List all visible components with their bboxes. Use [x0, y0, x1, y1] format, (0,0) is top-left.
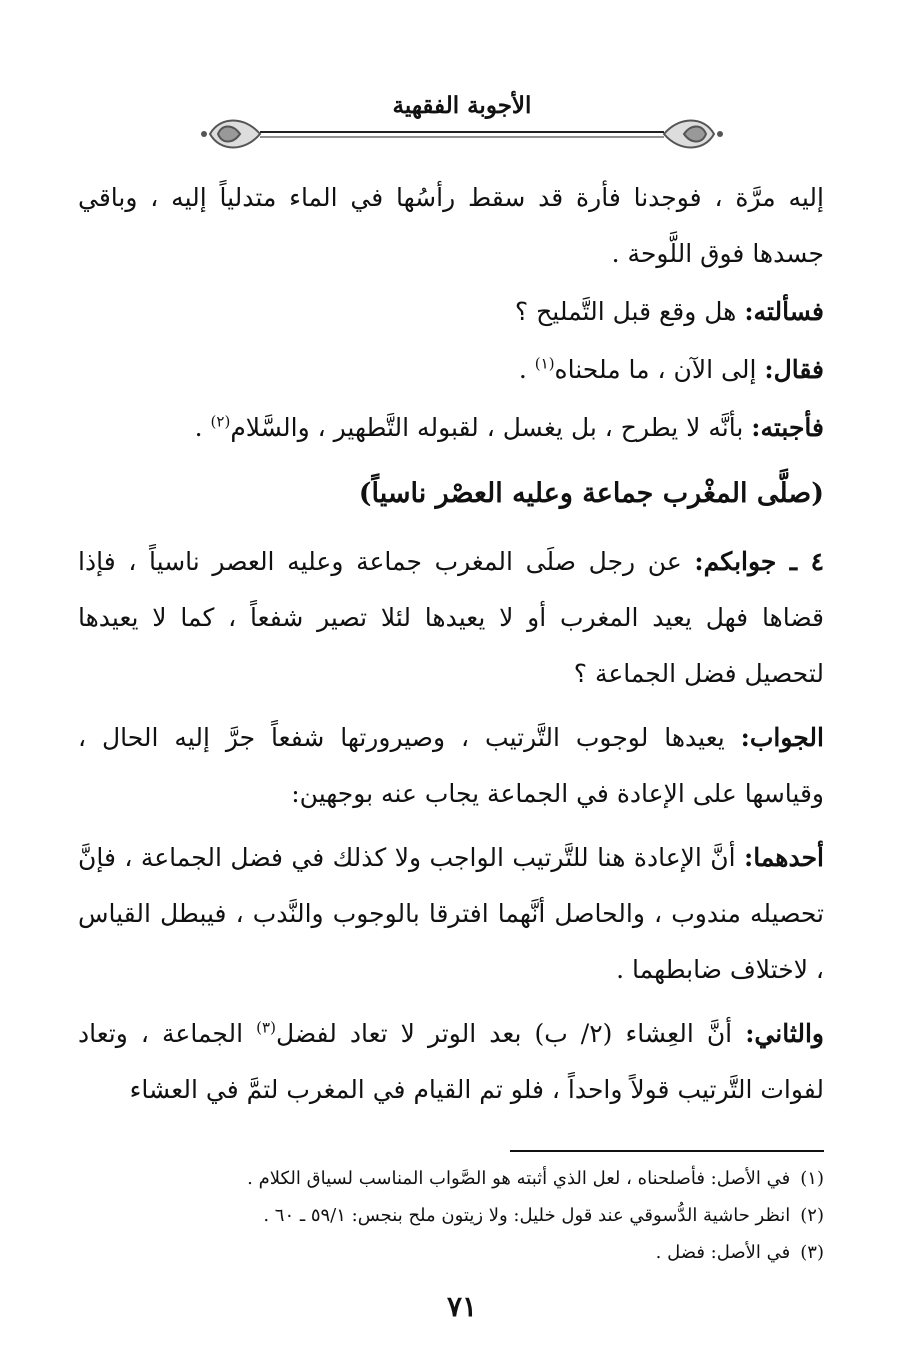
said-lead: فقال: [764, 355, 824, 384]
footnote-2 [78, 1197, 824, 1234]
q4-lead: ٤ ـ جوابكم: [694, 547, 824, 576]
paragraph-said [78, 342, 824, 398]
first-text: أنَّ الإعادة هنا للتَّرتيب الواجب ولا كذلك في فضل الجماعة ، فإنَّ تحصيله مندوب ، والحاصل أنَّهما افترقا بالوجوب والنَّدب ، فيبطل القياس ، لاختلاف ضابطهما . [78, 843, 824, 984]
paragraph-q4 [78, 534, 824, 702]
second-text-b: الجماعة ، وتعاد لفوات التَّرتيب قولاً واحداً ، فلو تم القيام في المغرب لتمَّ في العشاء [78, 1019, 824, 1104]
footnote-text: في الأصل: فضل . [655, 1242, 791, 1263]
answered-lead: فأجبته: [751, 413, 824, 442]
question-text: هل وقع قبل التَّمليح ؟ [514, 297, 745, 326]
footnote-ref-2: (٢) [210, 412, 231, 431]
header-ornament-icon [200, 112, 724, 152]
answered-end: . [194, 413, 211, 442]
paragraph-answer [78, 710, 824, 822]
paragraph-second [78, 1006, 824, 1118]
footnote-1 [78, 1160, 824, 1197]
footnote-ref-1: (١) [534, 354, 555, 373]
answer-lead: الجواب: [740, 723, 824, 752]
answered-text: بأنَّه لا يطرح ، بل يغسل ، لقبوله التَّطهير ، والسَّلام [230, 413, 752, 442]
q4-text: عن رجل صلَى المغرب جماعة وعليه العصر ناسياً ، فإذا قضاها فهل يعيد المغرب أو لا يعيدها لئلا تصير شفعاً ، كما لا يعيدها لتحصيل فضل الجماعة ؟ [78, 547, 824, 688]
footnote-number: (٢) [800, 1205, 824, 1226]
answer-text: يعيدها لوجوب التَّرتيب ، وصيرورتها شفعاً جرَّ إليه الحال ، وقياسها على الإعادة في الجماعة يجاب عنه بوجهين: [78, 723, 824, 808]
page-number: ٧١ [446, 1290, 478, 1323]
paragraph-answered [78, 400, 824, 456]
footnote-number: (١) [800, 1168, 824, 1189]
paragraph-first [78, 830, 824, 998]
paragraph-question [78, 284, 824, 340]
footnote-text: في الأصل: فأصلحناه ، لعل الذي أثبته هو الصَّواب المناسب لسياق الكلام . [247, 1168, 791, 1189]
paragraph-1: إليه مرَّة ، فوجدنا فأرة قد سقط رأسُها في الماء متدلياً إليه ، وباقي جسدها فوق اللَّوحة . [78, 183, 824, 268]
footnote-3 [78, 1234, 824, 1271]
question-lead: فسألته: [744, 297, 824, 326]
footnote-divider [510, 1150, 824, 1152]
first-lead: أحدهما: [743, 843, 824, 872]
main-text [78, 170, 824, 1126]
second-text-a: أنَّ العِشاء (٢/ ب) بعد الوتر لا تعاد لفضل [275, 1019, 746, 1048]
second-lead: والثاني: [745, 1019, 825, 1048]
footnote-text: انظر حاشية الدُّسوقي عند قول خليل: ولا زيتون ملح بنجس: ٥٩/١ ـ ٦٠ . [263, 1205, 791, 1226]
footnote-number: (٣) [800, 1242, 824, 1263]
said-end: . [518, 355, 535, 384]
footnote-ref-3: (٣) [256, 1018, 276, 1037]
footnotes [78, 1160, 824, 1271]
running-title: الأجوبة الفقهية [392, 92, 532, 119]
said-text: إلى الآن ، ما ملحناه [554, 355, 765, 384]
section-heading: (صلَّى المغْرب جماعة وعليه العصْر ناسياً) [358, 478, 824, 509]
